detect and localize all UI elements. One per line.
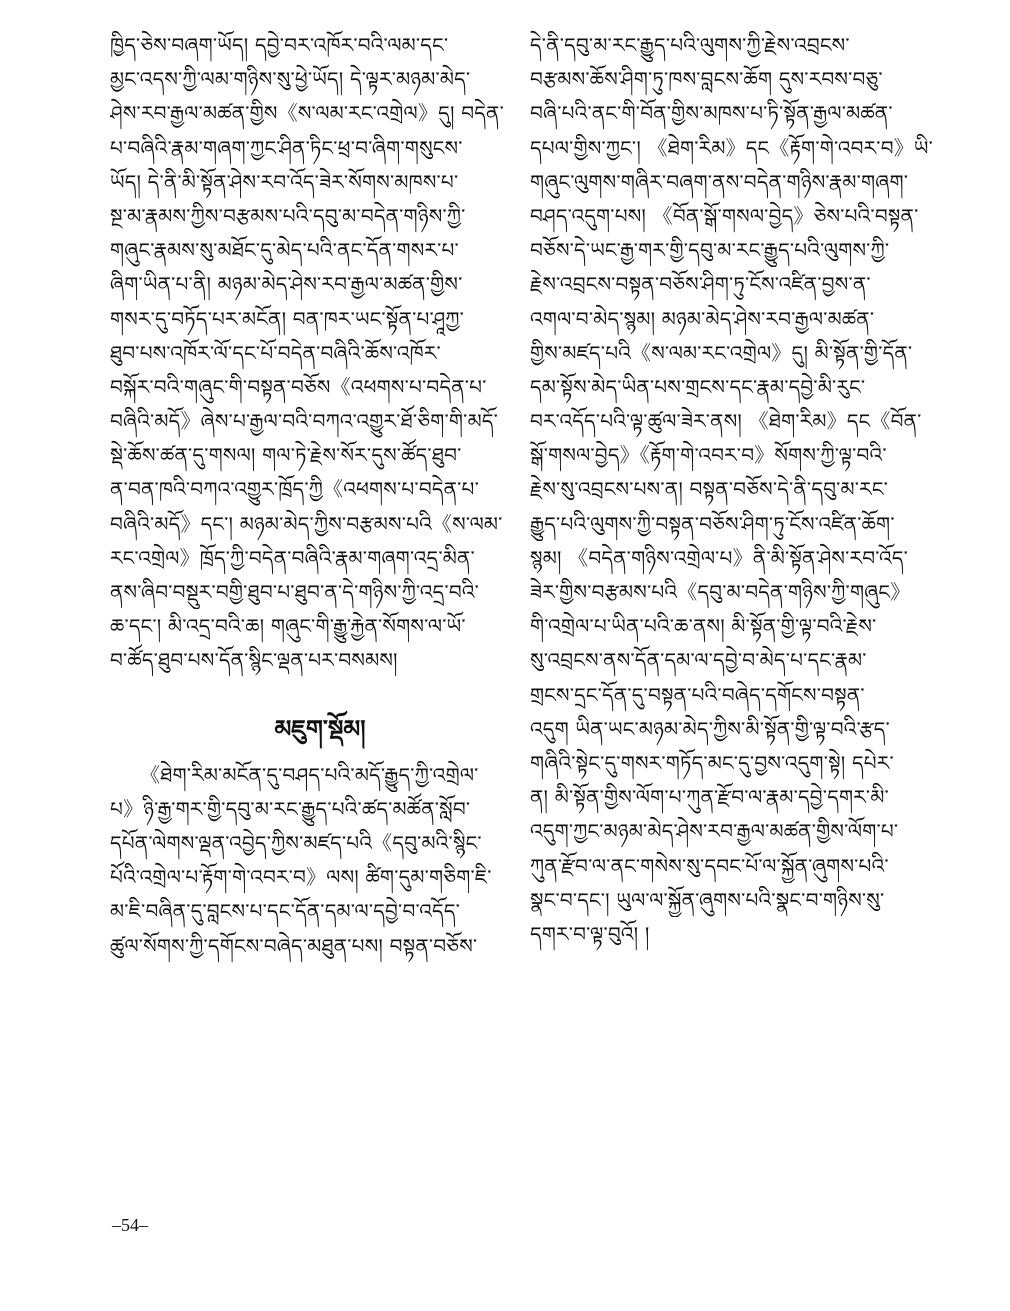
text-line: ཁྱིད་ཅེས་བཞག་ཡོད། དབྱེ་བར་འཁོར་བའི་ལམ་དང་ xyxy=(110,33,449,57)
text-line: ནས་ཞིབ་བསྡུར་བགྱི་ཐུབ་པ་ཐུབ་ན་དེ་གཉིས་ཀྱི་འདྲ་བའི་ xyxy=(110,580,480,604)
text-line: དཔོན་ལེགས་ལྡན་འབྱེད་ཀྱིས་མཛད་པའི《དབུ་མའི་སྙིང་ xyxy=(110,830,482,855)
text-line: དགར་བ་ལྟ་བུའོ། ། xyxy=(530,921,650,946)
text-line: བཞིའི་མདོ》ཞེས་པ་རྒྱལ་བའི་བཀའ་འགྱུར་ཐོ་ཅིག་གི་མདོ་ xyxy=(110,409,498,434)
text-line: ཆ་དང་། མི་འདྲ་བའི་ཆ། གཞུང་གི་རྒྱུ་རྐྱེན་སོགས་ལ་ཡོ་ xyxy=(110,614,466,639)
text-line: སྙམ། 《བདེན་གཉིས་འགྲེལ་པ》ནི་མི་སྟོན་ཤེས་རབ་འོད་ xyxy=(530,545,908,570)
page-number: –54– xyxy=(112,1215,148,1235)
text-line: བར་འདོད་པའི་ལྟ་ཚུལ་ཟེར་ནས། 《ཐེག་རིམ》དང《བོན་ xyxy=(530,409,922,434)
text-line: གསར་དུ་བཏོད་པར་མངོན། བན་ཁར་ཡང་སྟོན་པ་ཤཱཀྱ་ xyxy=(110,306,465,331)
text-line: མྱང་འདས་ཀྱི་ལམ་གཉིས་སུ་ཕྱེ་ཡོད། དེ་ལྟར་མཉམ་མེད་ xyxy=(110,67,471,92)
text-line: ཚུལ་སོགས་ཀྱི་དགོངས་བཞེད་མཐུན་པས། བསྟན་བཅོས་ xyxy=(110,933,478,958)
text-line: གྲངས་དྲང་དོན་དུ་བསྟན་པའི་བཞེད་དགོངས་བསྟན་ xyxy=(530,682,865,707)
text-line: ཟེར་གྱིས་བརྩམས་པའི《དབུ་མ་བདེན་གཉིས་ཀྱི་གཞུང》 xyxy=(530,580,911,604)
text-line: བརྩམས་ཆོས་ཤིག་ཏུ་ཁས་བླངས་ཆོག དུས་རབས་བཅུ་ xyxy=(530,67,883,92)
text-line: ན། མི་སྟོན་གྱིས་ལོག་པ་ཀུན་རྫོབ་ལ་རྣམ་དབྱེ་དགར་མི་ xyxy=(530,785,889,810)
text-line: བསྐོར་བའི་གཞུང་གི་བསྟན་བཅོས《འཕགས་པ་བདེན་པ་ xyxy=(110,374,487,399)
text-line: རང་འགྲེལ》ཁྲོད་ཀྱི་བདེན་བཞིའི་རྣམ་གཞག་འདྲ་མིན་ xyxy=(110,545,475,570)
section-heading: མཇུག་སྡོམ། xyxy=(274,714,366,743)
text-line: རྒྱུད་པའི་ལུགས་ཀྱི་བསྟན་བཅོས་ཤིག་ཏུ་ངོས་འཛིན་ཆོག་ xyxy=(530,511,895,536)
text-line: བཤད་འདུག་པས། 《བོན་སྒོ་གསལ་བྱེད》ཅེས་པའི་བསྟན་ xyxy=(530,203,919,228)
text-line: དཔལ་གྱིས་ཀྱང་། 《ཐེག་རིམ》དང《རྟོག་གེ་འབར་བ》ཡི་ xyxy=(530,135,934,160)
text-line: སྣང་བ་དང་། ཡུལ་ལ་སྐྱོན་ཞུགས་པའི་སྣང་བ་གཉིས་སུ་ xyxy=(530,887,885,912)
text-line: བཞི་པའི་ནང་གི་བོན་གྱིས་མཁས་པ་ཏི་སྟོན་རྒྱལ་མཚན་ xyxy=(530,101,893,126)
paragraph xyxy=(110,758,520,963)
text-line: ཤེས་རབ་རྒྱལ་མཚན་གྱིས《ས་ལམ་རང་འགྲེལ》དུ། བདེན་ xyxy=(110,101,504,126)
text-line: གཞུང་རྣམས་སུ་མཐོང་དུ་མེད་པའི་ནང་དོན་གསར་པ་ xyxy=(110,238,459,263)
text-line: པོའི་འགྲེལ་པ་རྟོག་གེ་འབར་བ》ལས། ཚིག་དུམ་གཅིག་ཇི་ xyxy=(110,865,492,890)
text-line: པ》ཉི་རྒྱ་གར་གྱི་དབུ་མ་རང་རྒྱུད་པའི་ཚད་མཚོན་སློབ་ xyxy=(110,796,471,821)
text-line: རྗེས་འབྲངས་བསྟན་བཅོས་ཤིག་ཏུ་ངོས་འཛིན་བྱས་ན་ xyxy=(530,272,871,297)
text-line: བཞིའི་མདོ》དང་། མཉམ་མེད་ཀྱིས་བརྩམས་པའི《ས་ལམ་ xyxy=(110,511,503,536)
text-line: 《ཐེག་རིམ་མངོན་དུ་བཤད་པའི་མདོ་རྒྱུད་ཀྱི་འགྲེལ་ xyxy=(140,762,479,787)
text-line: ན་བན་ཁའི་བཀའ་འགྱུར་ཁྲོད་ཀྱི《འཕགས་པ་བདེན་པ་ xyxy=(110,477,479,502)
text-line: གཞིའི་སྟེང་དུ་གསར་གཏོད་མང་དུ་བྱས་འདུག་སྟེ། དཔེར་ xyxy=(530,750,894,775)
text-line: པ་བཞིའི་རྣམ་གཞག་ཀྱང་ཤིན་ཏིང་ཕྲ་བ་ཞིག་གསུངས་ xyxy=(110,135,463,160)
text-line: ཡོད། དེ་ནི་མི་སྟོན་ཤེས་རབ་འོད་ཟེར་སོགས་མཁས་པ་ xyxy=(110,169,459,194)
text-line: རྗེས་སུ་འབྲངས་པས་ན། བསྟན་བཅོས་དེ་ནི་དབུ་མ་རང་ xyxy=(530,477,888,502)
text-line: འདུག ཡིན་ཡང་མཉམ་མེད་ཀྱིས་མི་སྟོན་གྱི་ལྟ་བའི་རྩད་ xyxy=(530,716,890,741)
text-line: སྡེ་ཆོས་ཚན་དུ་གསལ། གལ་ཏེ་རྗེས་སོར་དུས་ཚོད་ཐུབ་ xyxy=(110,443,462,468)
text-line: འདུག་ཀྱང་མཉམ་མེད་ཤེས་རབ་རྒྱལ་མཚན་གྱིས་ལོག་པ་ xyxy=(530,819,899,844)
right-column xyxy=(530,28,940,951)
text-line: ཀུན་རྫོབ་ལ་ནང་གསེས་སུ་དབང་པོ་ལ་སྐྱོན་ཞུགས་པའི་ xyxy=(530,853,889,878)
text-line: བ་ཚོད་ཐུབ་པས་དོན་སྙིང་ལྡན་པར་བསམས། xyxy=(110,648,398,673)
text-line: གཞུང་ལུགས་གཞིར་བཞག་ནས་བདེན་གཉིས་རྣམ་གཞག་ xyxy=(530,169,909,194)
paragraph xyxy=(110,28,520,678)
text-line: སྔ་མ་རྣམས་ཀྱིས་བརྩམས་པའི་དབུ་མ་བདེན་གཉིས་ཀྱི་ xyxy=(110,203,466,228)
text-line: དེ་ནི་དབུ་མ་རང་རྒྱུད་པའི་ལུགས་ཀྱི་རྗེས་འབྲངས་ xyxy=(530,33,850,57)
text-line: དམ་སྟོས་མེད་ཡིན་པས་གྲངས་དང་རྣམ་དབྱེ་མི་རུང་ xyxy=(530,374,866,399)
left-column xyxy=(110,28,520,963)
text-line: ཐུབ་པས་འཁོར་ལོ་དང་པོ་བདེན་བཞིའི་ཆོས་འཁོར་ xyxy=(110,340,441,365)
text-line: གྱིས་མཛད་པའི《ས་ལམ་རང་འགྲེལ》དུ། མི་སྟོན་གྱི་དོན་ xyxy=(530,340,913,365)
text-line: ཞིག་ཡིན་པ་ནི། མཉམ་མེད་ཤེས་རབ་རྒྱལ་མཚན་གྱིས་ xyxy=(110,272,463,297)
text-line: གི་འགྲེལ་པ་ཡིན་པའི་ཆ་ནས། མི་སྟོན་གྱི་ལྟ་བའི་རྗེས་ xyxy=(530,614,877,639)
text-line: སྒོ་གསལ་བྱེད》《རྟོག་གེ་འབར་བ》སོགས་ཀྱི་ལྟ་བའི་ xyxy=(530,443,887,468)
text-line: བཅོས་དེ་ཡང་རྒྱ་གར་གྱི་དབུ་མ་རང་རྒྱུད་པའི་ལུགས་ཀྱི་ xyxy=(530,238,890,263)
text-line: སུ་འབྲངས་ནས་དོན་དམ་ལ་དབྱེ་བ་མེད་པ་དང་རྣམ་ xyxy=(530,648,867,673)
text-line: མ་ཇི་བཞིན་དུ་བླངས་པ་དང་དོན་དམ་ལ་དབྱེ་བ་འདོད་ xyxy=(110,899,461,924)
text-line: འགལ་བ་མེད་སྙམ། མཉམ་མེད་ཤེས་རབ་རྒྱལ་མཚན་ xyxy=(530,306,875,331)
